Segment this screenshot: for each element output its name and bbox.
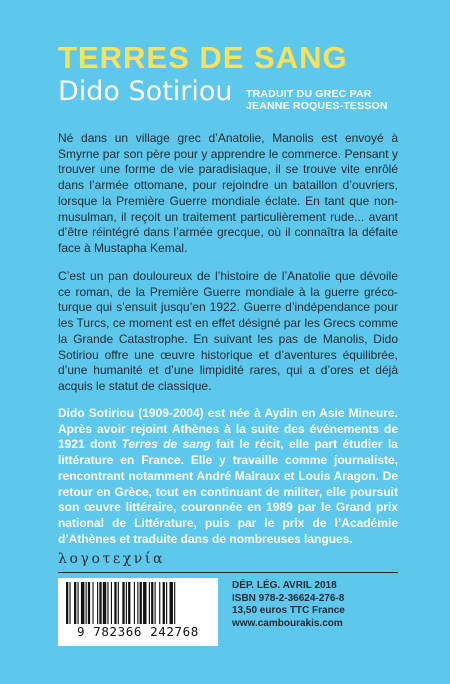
divider-line (58, 572, 398, 573)
barcode-bars (66, 582, 210, 624)
translator-credit (246, 88, 406, 112)
bio-text-start: Dido Sotiriou (1909-2004) est née à Aydin en Asie Mineure. Après avoir rejoint Athènes à la suite des événements de 1921 dont (58, 406, 398, 452)
legal-deposit: DÉP. LÉG. AVRIL 2018 (232, 580, 337, 591)
blurb-paragraph-2: C’est un pan douloureux de l’histoire de l’Anatolie que dévoile ce roman, de la Première Guerre mondiale à la guerre gréco-turque qui s’ensuit jusqu’en 1922. Guerre d’indépendance pour les Turcs, ce moment est en effet désigné par les Grecs comme la Grande Catastrophe. En suivant les pas de Manolis, Dido Sotiriou offre une œuvre historique et d’aventures équilibrée, d’une humanité et d’une limpidité rares, qui a d’ores et déjà acquis le statut de classique. (58, 269, 398, 393)
translator-line-2: JEANNE ROQUES-TESSON (246, 100, 388, 112)
book-title: TERRES DE SANG (58, 40, 348, 75)
isbn: ISBN 978-2-36624-276-8 (232, 592, 345, 604)
barcode (58, 578, 218, 646)
publisher-website: www.cambourakis.com (232, 617, 343, 629)
bio-text-end: fait le récit, elle part étudier la littérature en France. Elle y travaille comme journaliste, rencontrant notamment André Malraux et Louis Aragon. De retour en Grèce, tout en continuant de militer, elle poursuit son œuvre littéraire, couronnée en 1989 par le Grand prix national de Littérature, puis par le prix de l’Académie d’Athènes et traduite dans de nombreuses langues. (58, 437, 398, 546)
publication-info (232, 580, 412, 630)
series-name: λογοτεχνία (58, 551, 166, 567)
barcode-digits: 9 782366 242768 (77, 624, 199, 639)
translator-line-1: TRADUIT DU GREC PAR (246, 88, 372, 100)
blurb-paragraph-1: Né dans un village grec d’Anatolie, Manolis est envoyé à Smyrne par son père pour y apprendre le commerce. Pensant y trouver une forme de vie paradisiaque, il se trouve vite enrôlé dans l’armée ottomane, pour rejoindre un bataillon d’ouvriers, lorsque la Première Guerre mondiale éclate. En tant que non-musulman, il reçoit un traitement particulièrement rude... avant d’être réintégré dans l’armée grecque, où il connaîtra la défaite face à Mustapha Kemal. (58, 131, 398, 255)
author-name: Dido Sotiriou (58, 76, 233, 107)
author-bio (58, 406, 398, 547)
price: 13,50 euros TTC France (232, 605, 345, 616)
bio-book-title: Terres de sang (121, 437, 211, 452)
